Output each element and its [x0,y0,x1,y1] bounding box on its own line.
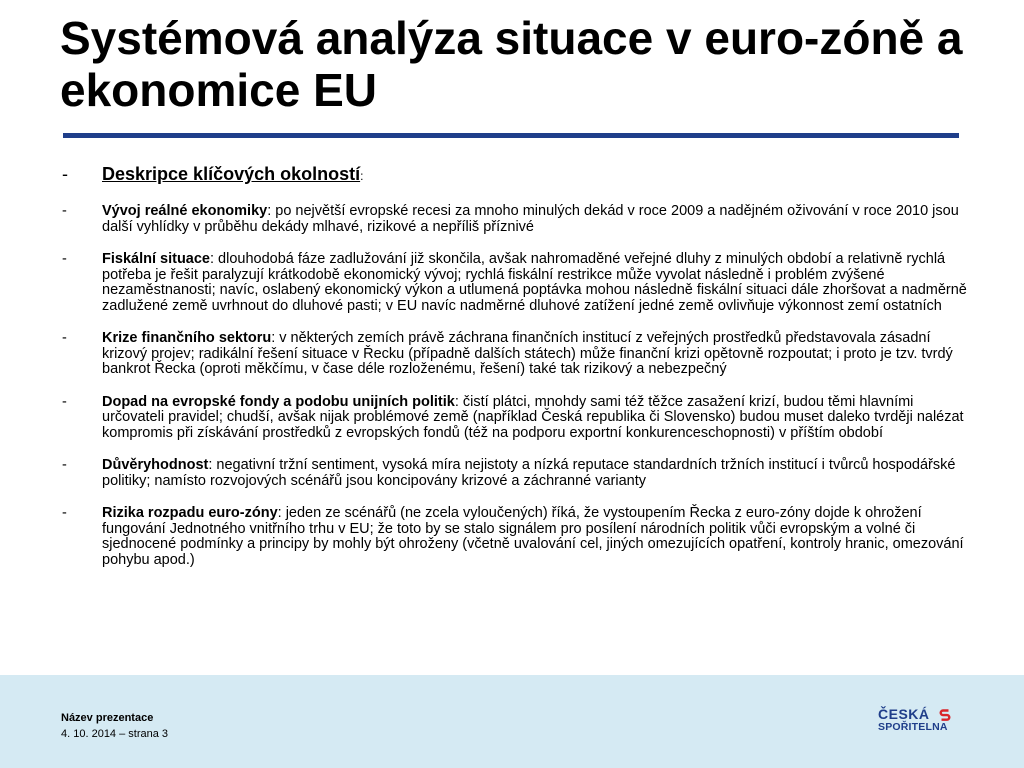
item-label: Krize finančního sektoru [102,330,272,346]
item-label: Vývoj reálné ekonomiky [102,203,268,219]
bullet-dash: - [62,164,68,184]
list-item-financial-crisis [62,331,967,378]
item-label: Fiskální situace [102,251,210,267]
item-text: : čistí plátci, mnohdy sami též těžce zasažení krizí, budou těmi hlavními určovateli pravidel; chudší, avšak nijak problémové země (například Česká republika či Slovensko) budou muset daleko tvrději nalézat kompromis při získávání prostředků z evropských fondů (též na podporu exportní konkurenceschopnosti) v příštím období [102,393,964,441]
bullet-dash: - [62,393,67,410]
bullet-dash: - [62,330,67,346]
list-item-fiscal [62,252,967,314]
list-item-eu-funds [62,395,967,442]
item-text: : negativní tržní sentiment, vysoká míra nejistoty a nízká reputace standardních tržních institucí i tvůrců hospodářské politiky; namísto rozvojových scénářů jsou koncipovány krizové a záchranné varianty [102,457,956,489]
item-text: : dlouhodobá fáze zadlužování již skončila, avšak nahromaděné veřejné dluhy z minulých období a relativně rychlá potřeba je řešit paralyzují krátkodobě ekonomický vývoj; rychlá fiskální restrikce může vyvolat následně i problém zvýšené nezaměstnanosti; navíc, oslabený ekonomický výkon a utlumená poptávka mohou následně fiskální situaci dále zhoršovat a nadměrně zadlužené země uvrhnout do dluhové pasti; v EU navíc nadměrné dluhové zatížení jedné země ovlivňuje výkonnost zemí ostatních [102,251,967,314]
bullet-dash: - [62,203,67,219]
list-item-header [62,163,967,187]
list-item-economy [62,204,967,235]
item-text: : po největší evropské recesi za mnoho minulých dekád v roce 2009 a nadějném oživování v roce 2010 jsou další vyhlídky v průběhu dekády mlhavé, rizikové a nepříliš příznivé [102,203,959,235]
slide-title: Systémová analýza situace v euro-zóně a ekonomice EU [60,12,963,116]
logo-mark-icon [938,708,952,722]
bullet-dash: - [62,505,67,521]
presentation-name: Název prezentace [61,712,154,724]
footer [0,675,1024,768]
section-heading-colon: : [360,169,364,183]
list-item-credibility [62,458,967,489]
item-label: Dopad na evropské fondy a podobu unijních politik [102,393,455,410]
section-heading: Deskripce klíčových okolností [102,164,361,184]
item-label: Důvěryhodnost [102,457,209,473]
bullet-dash: - [62,251,67,267]
item-text: : jeden ze scénářů (ne zcela vyloučených) říká, že vystoupením Řecka z euro-zóny dojde k ohrožení fungování Jednotného vnitřního trhu v EU; že toto by se stalo signálem pro posílení národních politik vůči evropským a volné či sjednocené podmínky a principy by mohly být ohroženy (včetně uvalování cel, jiných omezujících opatření, kontroly hranic, omezování pohybu apod.) [102,505,964,568]
logo-text-line1: ČESKÁ [878,706,930,722]
item-text: : v některých zemích právě záchrana finančních institucí z veřejných prostředků představovala zásadní krizový projev; radikální řešení situace v Řecku (případně dalších státech) může finanční krizi opětovně rozpoutat; i proto je tzv. tvrdý bankrot Řecka (oproti měkčímu, v čase déle rozloženému, řešení) také tak rizikový a nebezpečný [102,330,953,377]
bullet-list [62,163,967,585]
logo-text-line2: SPOŘITELNA [878,721,948,733]
bullet-dash: - [62,457,67,473]
bank-logo [878,708,968,738]
title-divider [63,133,959,138]
item-label: Rizika rozpadu euro-zóny [102,505,278,521]
date-and-page: 4. 10. 2014 – strana 3 [61,728,169,740]
list-item-eurozone-risk [62,506,967,568]
